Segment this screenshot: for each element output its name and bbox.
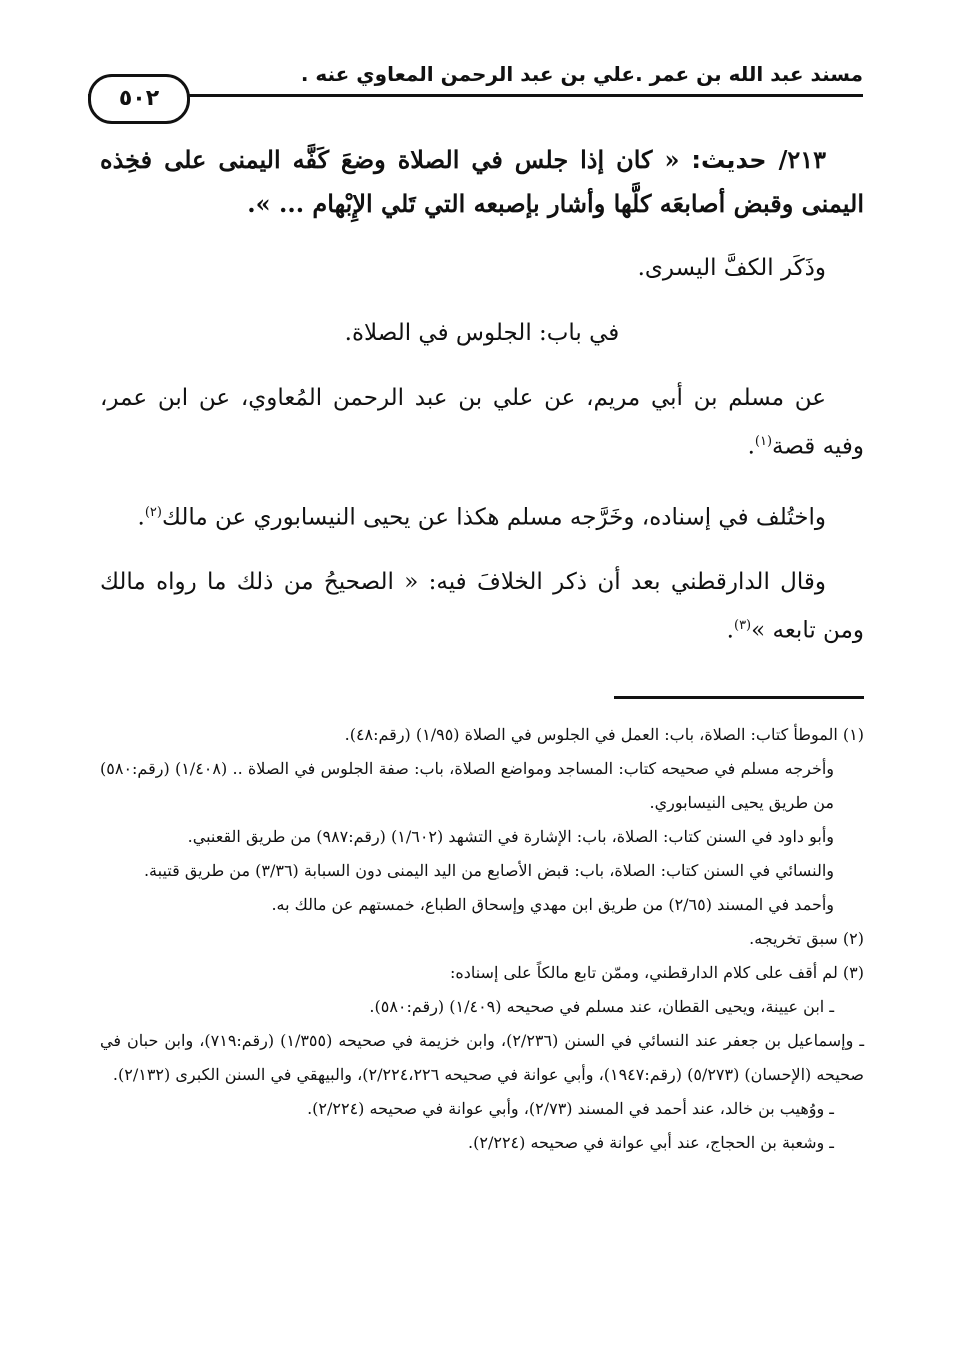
footnote-ref-3: (٣) [733, 618, 752, 634]
footnote-ref-1: (١) [754, 434, 773, 449]
daraqutni-text: وقال الدارقطني بعد أن ذكر الخلافَ فيه: « الصحيحُ من ذلك ما رواه مالك ومن تابعه » [100, 569, 864, 644]
header-rule [88, 94, 863, 97]
running-header-title: مسند عبد الله بن عمر .علي بن عبد الرحمن المعاوي عنه . [300, 62, 863, 86]
footnote-3-ibn-uyayna: ـ ابن عيينة، ويحيى القطان، عند مسلم في صحيحه (١/٤٠٩) (رقم:٥٨٠). [369, 997, 834, 1016]
footnote-3-shuba: ـ وشعبة بن الحجاج، عند أبي عوانة في صحيحه (٢/٢٢٤). [468, 1133, 834, 1152]
hadith-number: ٢١٣/ [778, 145, 827, 174]
footnote-3-ismail: ـ وإسماعيل بن جعفر عند النسائي في السنن (٢/٢٣٦)، وابن خزيمة في صحيحه (١/٣٥٥) (رقم:٧١٩)، وابن حبان في صحيحه (الإحسان) (٥/٢٧٣) (رقم:١٩٤٧)، وأبي عوانة في صحيحه ٢/٢٢٤،٢٢٦)، والبيهقي في السنن الكبرى (٢/١٣٢). [100, 1031, 865, 1084]
footnote-1-ahmad: وأحمد في المسند (٢/٦٥) من طريق ابن مهدي وإسحاق الطباع، خمستهم عن مالك به. [271, 895, 834, 914]
hadith-label: حديث: [691, 146, 767, 174]
footnote-2: (٢) سبق تخريجه. [749, 929, 864, 948]
footnote-1-abu-dawud: وأبو داود في السنن كتاب: الصلاة، باب: الإشارة في التشهد (١/٦٠٢) (رقم:٩٨٧) من طريق القعنبي. [187, 827, 834, 846]
footnote-3-wuhayb: ـ ووُهيب بن خالد، عند أحمد في المسند (٢/٧٣)، وأبي عوانة في صحيحه (٢/٢٢٤). [307, 1099, 834, 1118]
chain-text: عن مسلم بن أبي مريم، عن علي بن عبد الرحمن المُعاوي، عن ابن عمر، وفيه قصة [100, 385, 864, 460]
hadith-paragraph [100, 138, 864, 225]
dispute-text: واختُلف في إسناده، وخَرَّجه مسلم هكذا عن يحيى النيسابوري عن مالك [161, 504, 826, 531]
footnote-1-muslim: وأخرجه مسلم في صحيحه كتاب: المساجد ومواضع الصلاة، باب: صفة الجلوس في الصلاة .. (١/٤٠٨) (رقم:٥٨٠) من طريق يحيى النيسابوري. [100, 759, 835, 812]
chapter-heading: في باب: الجلوس في الصلاة. [344, 320, 620, 346]
left-hand-note: وذَكَر الكفَّ اليسرى. [637, 255, 826, 281]
dispute-paragraph: واختُلف في إسناده، وخَرَّجه مسلم هكذا عن يحيى النيسابوري عن مالك$^{(٢)}$. [137, 504, 826, 531]
page-header [88, 60, 863, 114]
footnote-3: (٣) لم أقف على كلام الدارقطني، وممّن تابع مالكاً على إسناده: [449, 963, 864, 982]
footnote-ref-2: (٢) [144, 504, 162, 520]
daraqutni-paragraph: وقال الدارقطني بعد أن ذكر الخلافَ فيه: « الصحيحُ من ذلك ما رواه مالك ومن تابعه »$^{(٣)}$. [100, 569, 864, 644]
chain-paragraph: عن مسلم بن أبي مريم، عن علي بن عبد الرحمن المُعاوي، عن ابن عمر، وفيه قصة$^{(١)}$. [100, 385, 864, 460]
footnote-separator [614, 696, 864, 699]
main-text [100, 138, 864, 675]
footnote-1-nasai: والنسائي في السنن كتاب: الصلاة، باب: قبض الأصابع من اليد اليمنى دون السبابة (٣/٣٦) من طريق قتيبة. [143, 861, 834, 880]
hadith-text: « كان إذا جلس في الصلاة وضعَ كَفَّه اليمنى على فخِذه اليمنى وقبض أصابعَه كلَّها وأشار بإصبعه التي تَلي الإِبْهام ... ». [100, 145, 864, 218]
footnotes [100, 718, 864, 1160]
page-number: ٥٠٢ [88, 74, 190, 124]
footnote-1: (١) الموطأ كتاب: الصلاة، باب: العمل في الجلوس في الصلاة (١/٩٥) (رقم:٤٨). [344, 725, 864, 744]
